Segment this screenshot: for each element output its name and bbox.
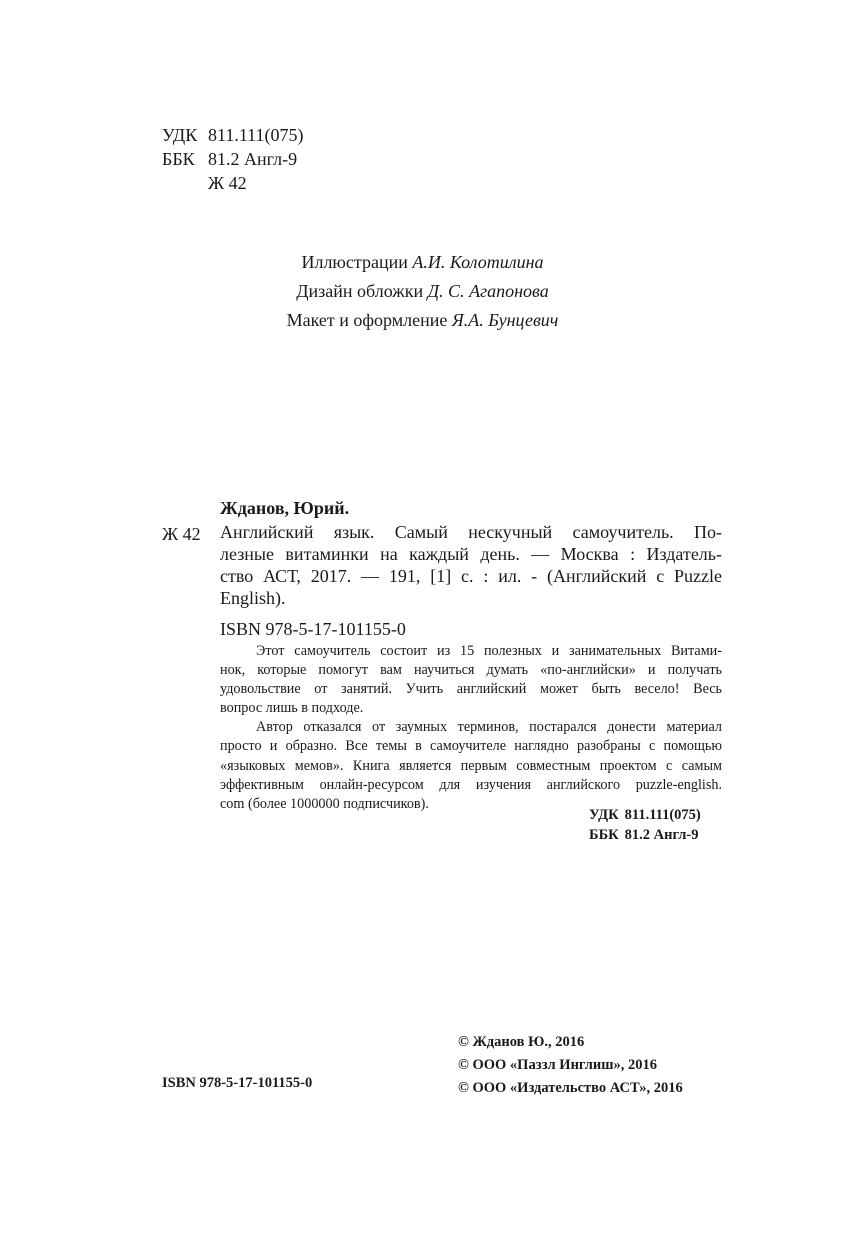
bib-isbn: ISBN 978-5-17-101155-0	[220, 619, 406, 639]
annotation-line: com (более 1000000 подписчиков).	[220, 795, 429, 812]
credit-layout	[0, 306, 845, 335]
bib-line: English).	[220, 588, 286, 608]
bbk-label: ББК	[589, 827, 619, 843]
udk-line	[589, 805, 701, 825]
annotation-line: «языковых мемов». Книга является первым совместным проектом с самым	[220, 757, 722, 774]
udk-label: УДК	[162, 125, 198, 145]
credits-block	[0, 248, 845, 335]
annotation-line: вопрос лишь в подходе.	[220, 700, 364, 717]
bbk-value: 81.2 Англ-9	[208, 149, 298, 169]
classification-bottom	[589, 805, 701, 845]
udk-line	[162, 123, 303, 147]
bbk-line	[589, 825, 701, 845]
credit-illustrations	[0, 248, 845, 277]
credit-role: Дизайн обложки	[296, 281, 424, 301]
classification-block	[162, 123, 303, 195]
credit-role: Иллюстрации	[301, 252, 408, 272]
bibliographic-record	[220, 497, 722, 640]
annotation-line: Этот самоучитель состоит из 15 полезных и занимательных Витами-	[256, 643, 722, 659]
udk-label: УДК	[589, 807, 619, 823]
credit-name: Я.А. Бунцевич	[451, 310, 559, 330]
credit-name: Д. С. Агапонова	[427, 281, 549, 301]
annotation-line: Автор отказался от заумных терминов, постарался донести материал	[256, 719, 722, 736]
credit-name: А.И. Колотилина	[412, 252, 544, 272]
annotation	[220, 642, 722, 814]
udk-value: 811.111(075)	[208, 125, 304, 145]
copyright-line: © ООО «Издательство АСТ», 2016	[458, 1080, 683, 1096]
annotation-line: эффективным онлайн-ресурсом для изучения английского puzzle-english.	[220, 776, 722, 793]
copyright-line: © Жданов Ю., 2016	[458, 1034, 585, 1050]
annotation-line: просто и образно. Все темы в самоучителе наглядно разобраны с помощью	[220, 738, 722, 755]
bib-line: лезные витаминки на каждый день. — Москва : Издатель-	[220, 544, 722, 564]
author-heading: Жданов, Юрий.	[220, 498, 350, 518]
bib-author-mark: Ж 42	[162, 524, 201, 544]
annotation-line: нок, которые помогут вам научиться думать «по-английски» и получать	[220, 662, 722, 679]
footer-isbn: ISBN 978-5-17-101155-0	[162, 1075, 313, 1091]
annotation-line: удовольствие от занятий. Учить английский может быть весело! Весь	[220, 681, 722, 698]
bbk-value: 81.2 Англ-9	[624, 827, 699, 843]
credit-cover-design	[0, 277, 845, 306]
copyright-block	[458, 1031, 683, 1100]
udk-value: 811.111(075)	[624, 807, 701, 823]
copyright-line: © ООО «Паззл Инглиш», 2016	[458, 1057, 657, 1073]
credit-role: Макет и оформление	[286, 310, 448, 330]
author-mark: Ж 42	[208, 173, 247, 193]
bbk-line	[162, 147, 303, 171]
bbk-label: ББК	[162, 149, 195, 169]
bib-line: Английский язык. Самый нескучный самоучитель. По-	[220, 522, 722, 542]
bib-line: ство АСТ, 2017. — 191, [1] с. : ил. - (Английский с Puzzle	[220, 566, 722, 586]
